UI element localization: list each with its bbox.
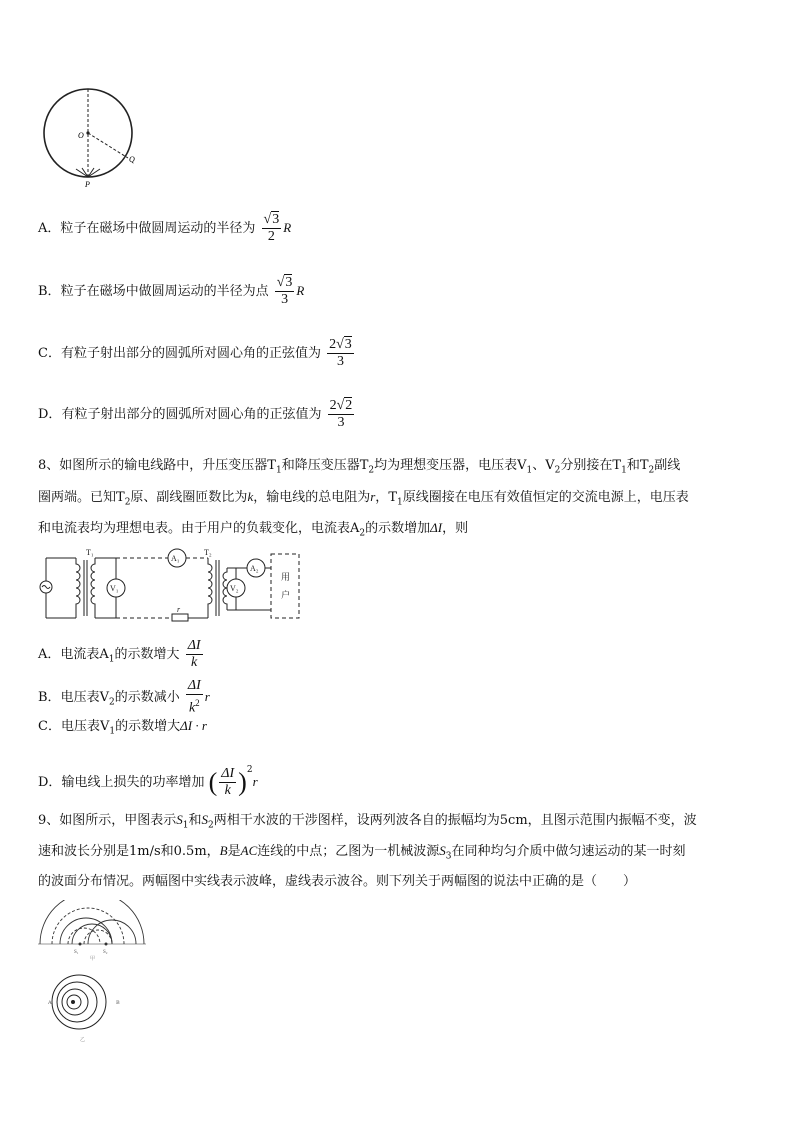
label-v2: V₂	[230, 584, 239, 593]
label-r: r	[177, 605, 181, 614]
option-8a: A．电流表$A_1$的示数增大 $\frac{\Delta I}{k}$	[38, 638, 201, 670]
interference-pattern-figure	[36, 900, 148, 962]
label-q: Q	[129, 155, 135, 164]
option-7a: A．粒子在磁场中做圆周运动的半径为 $\frac{√3}{2}$ R	[38, 212, 292, 244]
label-s1: S₁	[74, 950, 79, 955]
option-7c: C．有粒子射出部分的圆弧所对圆心角的正弦值为 $\frac{2√3}{3}$	[38, 337, 352, 369]
q8-line2: 圈两端。已知$T_2$原、副线圈匝数比为k，输电线的总电阻为r，$T_1$原线圈接在电压有效值恒定的交流电源上，电压表	[38, 489, 689, 508]
q9-line1: 9、如图所示，甲图表示$S_1$和$S_2$两相干水波的干涉图样，设两列波各自的振幅均为5cm，且图示范围内振幅不变，波	[38, 812, 697, 831]
label-s2: S₂	[103, 950, 108, 955]
label-a1: A₁	[171, 554, 180, 563]
moving-source-wavefronts-figure	[46, 972, 130, 1044]
label-a2: A₂	[250, 564, 259, 573]
label-t2: T₂	[204, 548, 212, 557]
label-user-2: 户	[281, 590, 291, 600]
option-8c: C．电压表$V_1$的示数增大ΔI · r	[38, 718, 207, 737]
label-left: A	[48, 1000, 52, 1006]
label-p: P	[85, 180, 90, 189]
label-yi: 乙	[80, 1037, 86, 1043]
label-jia: 甲	[90, 956, 96, 962]
label-v1: V₁	[110, 584, 119, 593]
option-8b: B．电压表$V_2$的示数减小 $\frac{\Delta I}{k^2}$ r	[38, 678, 210, 716]
label-t1: T₁	[86, 548, 94, 557]
q9-line2: 速和波长分别是1m/s和0.5m，B是AC连线的中点；乙图为一机械波源$S_3$在同种均匀介质中做匀速运动的某一时刻	[38, 843, 686, 862]
q8-line3: 和电流表均为理想电表。由于用户的负载变化，电流表$A_2$的示数增加ΔI，则	[38, 520, 469, 539]
option-8d: D．输电线上损失的功率增加 ( $\frac{\Delta I}{k}$ )$^2$r	[38, 765, 258, 798]
circle-diagram	[36, 88, 146, 193]
option-7d: D．有粒子射出部分的圆弧所对圆心角的正弦值为 $\frac{2√2}{3}$	[38, 398, 353, 430]
label-right: B	[116, 1000, 120, 1006]
option-7b: B．粒子在磁场中做圆周运动的半径为点 $\frac{√3}{3}$ R	[38, 275, 305, 307]
label-user-1: 用	[281, 572, 291, 582]
q9-line3: 的波面分布情况。两幅图中实线表示波峰，虚线表示波谷。则下列关于两幅图的说法中正确的是（ ）	[38, 874, 637, 889]
transmission-circuit-diagram	[36, 548, 326, 626]
q8-line1: 8、如图所示的输电线路中，升压变压器$T_1$和降压变压器$T_2$均为理想变压器，电压表$V_1$、$V_2$分别接在$T_1$和$T_2$副线	[38, 458, 681, 476]
label-o: O	[78, 131, 84, 140]
